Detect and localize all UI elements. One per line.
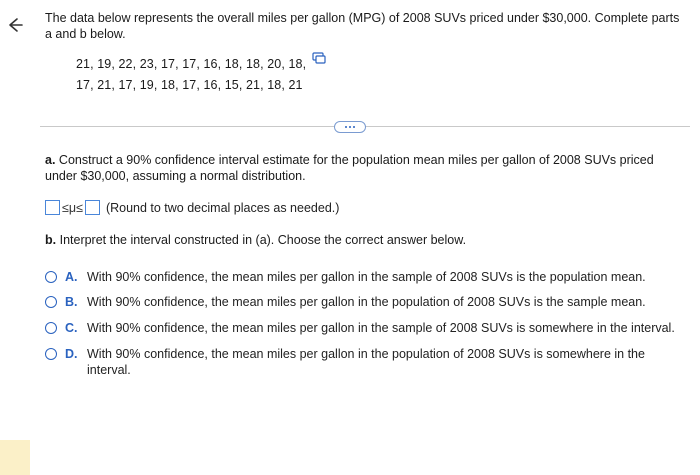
confidence-interval-answer: [45, 200, 339, 215]
part-b-text: Interpret the interval constructed in (a). Choose the correct answer below.: [59, 233, 467, 247]
part-a-text: Construct a 90% confidence interval estimate for the population mean miles per gallon of 2008 SUVs priced under $30,000, assuming a normal distribution.: [45, 153, 654, 183]
more-button[interactable]: [334, 121, 366, 133]
radio-option-d[interactable]: [45, 348, 57, 360]
data-row-2: 17, 21, 17, 19, 18, 17, 16, 15, 21, 18, 21: [76, 78, 303, 92]
part-b-label: b.: [45, 233, 57, 247]
back-arrow-icon[interactable]: [2, 14, 24, 36]
option-a-text: With 90% confidence, the mean miles per gallon in the sample of 2008 SUVs is the population mean.: [87, 270, 646, 284]
part-b-question: [45, 233, 466, 247]
rounding-hint: (Round to two decimal places as needed.): [105, 200, 340, 215]
option-a-letter: A.: [65, 270, 78, 284]
option-b-letter: B.: [65, 295, 78, 309]
option-d-text: With 90% confidence, the mean miles per gallon in the population of 2008 SUVs is somewhere in the interval.: [87, 347, 645, 377]
upper-bound-input[interactable]: [85, 200, 100, 215]
radio-option-b[interactable]: [45, 296, 57, 308]
option-b-text: With 90% confidence, the mean miles per gallon in the population of 2008 SUVs is the sample mean.: [87, 295, 646, 309]
data-row-1: 21, 19, 22, 23, 17, 17, 16, 18, 18, 20, 18,: [76, 57, 307, 71]
radio-option-c[interactable]: [45, 322, 57, 334]
lower-bound-input[interactable]: [45, 200, 60, 215]
option-d[interactable]: [45, 346, 645, 378]
option-c[interactable]: [45, 320, 675, 336]
copy-data-icon[interactable]: [312, 52, 326, 65]
part-a-question: [45, 152, 665, 184]
inequality-symbol: ≤μ≤: [62, 200, 83, 215]
radio-option-a[interactable]: [45, 271, 57, 283]
option-a[interactable]: [45, 269, 675, 285]
more-icon-dot: [345, 126, 347, 128]
more-icon-dot: [349, 126, 351, 128]
left-strip: [0, 440, 30, 475]
more-icon-dot: [353, 126, 355, 128]
option-c-letter: C.: [65, 321, 78, 335]
option-c-text: With 90% confidence, the mean miles per gallon in the sample of 2008 SUVs is somewhere in the interval.: [87, 321, 675, 335]
option-b[interactable]: [45, 294, 675, 310]
option-d-letter: D.: [65, 347, 78, 361]
part-a-label: a.: [45, 153, 56, 167]
problem-statement: The data below represents the overall miles per gallon (MPG) of 2008 SUVs priced under $30,000. Complete parts a and b below.: [45, 11, 680, 41]
